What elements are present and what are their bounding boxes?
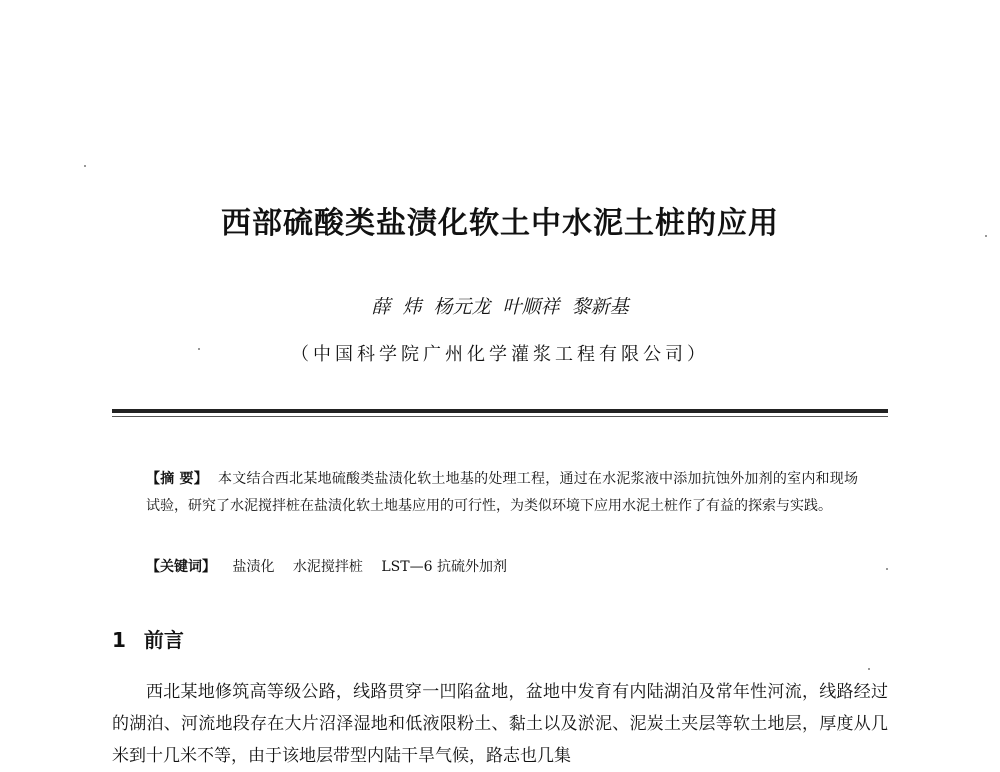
header-rule-thick xyxy=(112,409,888,413)
header-rule-thin xyxy=(112,416,888,417)
keywords xyxy=(146,555,858,579)
author-list: 薛 炜 杨元龙 叶顺祥 黎新基 xyxy=(371,296,629,318)
scan-speck xyxy=(198,348,200,350)
scan-speck xyxy=(985,235,987,237)
scan-speck xyxy=(886,568,888,570)
abstract-label: 【摘 要】 xyxy=(146,471,209,487)
keyword-item: LST—6 抗硫外加剂 xyxy=(381,559,507,575)
body-paragraph: 西北某地修筑高等级公路，线路贯穿一凹陷盆地，盆地中发育有内陆湖泊及常年性河流，线路经过的湖泊、河流地段存在大片沼泽湿地和低液限粉土、黏土以及淤泥、泥炭土夹层等软土地层，厚度从几米到十几米不等，由于该地层带型内陆干旱气候，路志也几集 xyxy=(112,682,888,766)
affiliation: （中国科学院广州化学灌浆工程有限公司） xyxy=(291,344,709,365)
keyword-item: 盐渍化 xyxy=(232,559,275,575)
section-title: 前言 xyxy=(143,628,184,652)
scan-speck xyxy=(868,668,870,670)
abstract xyxy=(146,466,858,520)
section-heading xyxy=(112,624,184,653)
abstract-text: 本文结合西北某地硫酸类盐渍化软土地基的处理工程，通过在水泥浆液中添加抗蚀外加剂的室内和现场试验，研究了水泥搅拌桩在盐渍化软土地基应用的可行性，为类似环境下应用水泥土桩作了有益的探索与实践。 xyxy=(146,471,859,514)
scan-speck xyxy=(84,165,86,167)
keywords-label: 【关键词】 xyxy=(146,559,216,575)
keyword-item: 水泥搅拌桩 xyxy=(292,559,363,575)
paper-title: 西部硫酸类盐渍化软土中水泥土桩的应用 xyxy=(221,206,779,241)
section-number: 1 xyxy=(112,628,126,652)
